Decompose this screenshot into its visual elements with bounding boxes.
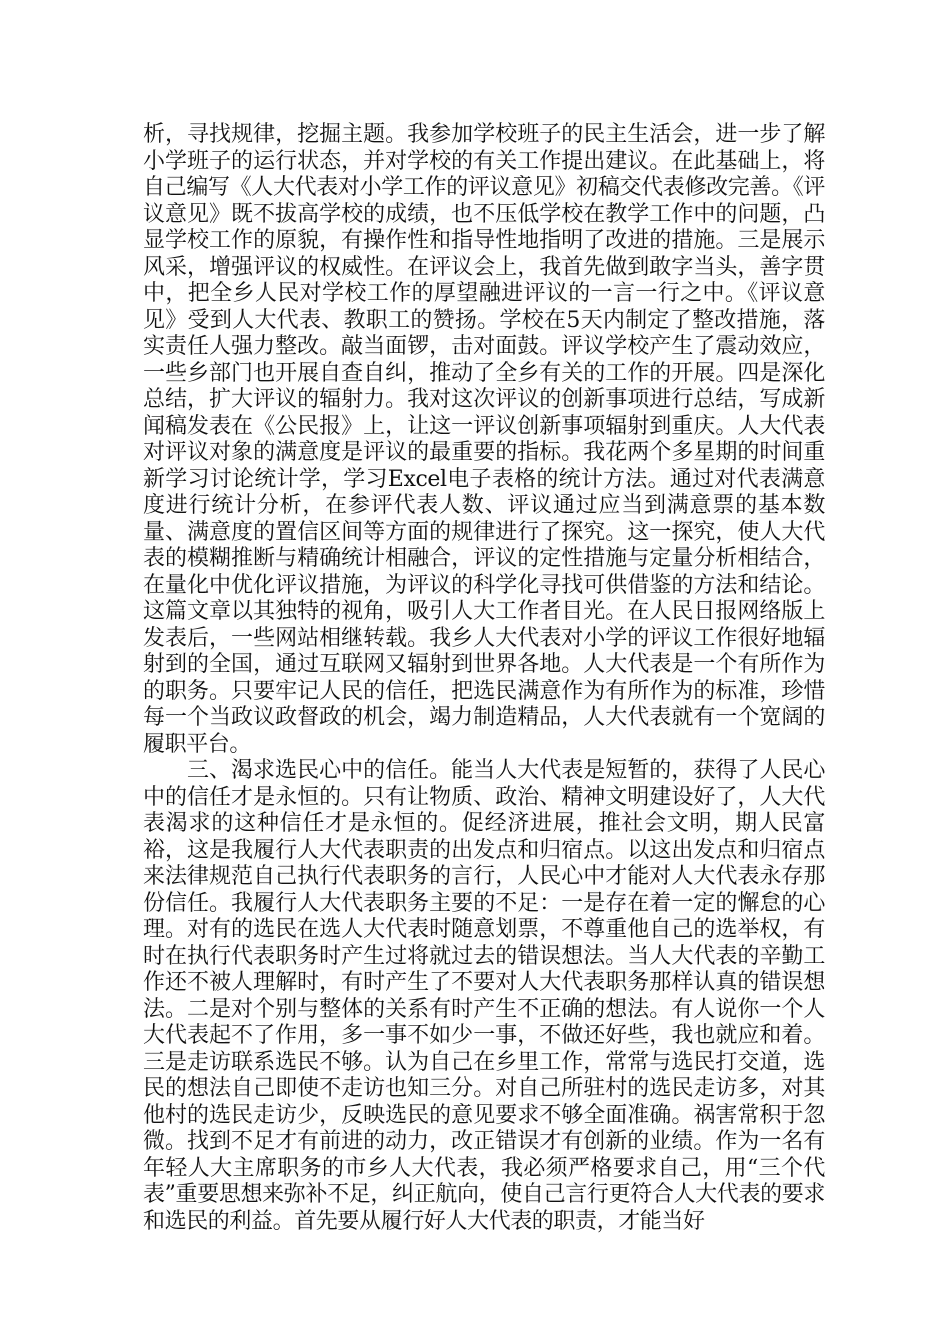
document-page (143, 122, 825, 1235)
body-paragraph-2: 三、渴求选民心中的信任。能当人大代表是短暂的，获得了人民心中的信任才是永恒的。只有让物质、政治、精神文明建设好了，人大代表渴求的这种信任才是永恒的。促经济进展，推社会文明，期人民富裕，这是我履行人大代表职责的出发点和归宿点。以这出发点和归宿点来法律规范自己执行代表职务的言行，人民心中才能对人大代表永存那份信任。我履行人大代表职务主要的不足：一是存在着一定的懈怠的心理。对有的选民在选人大代表时随意划票，不尊重他自己的选举权，有时在执行代表职务时产生过将就过去的错误想法。当人大代表的辛勤工作还不被人理解时，有时产生了不要对人大代表职务那样认真的错误想法。二是对个别与整体的关系有时产生不正确的想法。有人说你一个人大代表起不了作用，多一事不如少一事，不做还好些，我也就应和着。三是走访联系选民不够。认为自己在乡里工作，常常与选民打交道，选民的想法自己即使不走访也知三分。对自己所驻村的选民走访多，对其他村的选民走访少，反映选民的意见要求不够全面准确。祸害常积于忽微。找到不足才有前进的动力，改正错误才有创新的业绩。作为一名有年轻人大主席职务的市乡人大代表，我必须严格要求自己，用“三个代表”重要思想来弥补不足，纠正航向，使自己言行更符合人大代表的要求和选民的利益。首先要从履行好人大代表的职责，才能当好 (143, 758, 825, 1234)
body-paragraph-1: 析，寻找规律，挖掘主题。我参加学校班子的民主生活会，进一步了解小学班子的运行状态，并对学校的有关工作提出建议。在此基础上，将自己编写《人大代表对小学工作的评议意见》初稿交代表修改完善。《评议意见》既不拔高学校的成绩，也不压低学校在教学工作中的问题，凸显学校工作的原貌，有操作性和指导性地指明了改进的措施。三是展示风采，增强评议的权威性。在评议会上，我首先做到敢字当头，善字贯中，把全乡人民对学校工作的厚望融进评议的一言一行之中。《评议意见》受到人大代表、教职工的赞扬。学校在5天内制定了整改措施，落实责任人强力整改。敲当面锣，击对面鼓。评议学校产生了震动效应，一些乡部门也开展自查自纠，推动了全乡有关的工作的开展。四是深化总结，扩大评议的辐射力。我对这次评议的创新事项进行总结，写成新闻稿发表在《公民报》上，让这一评议创新事项辐射到重庆。人大代表对评议对象的满意度是评议的最重要的指标。我花两个多星期的时间重新学习讨论统计学，学习Excel电子表格的统计方法。通过对代表满意度进行统计分析，在参评代表人数、评议通过应当到满意票的基本数量、满意度的置信区间等方面的规律进行了探究。这一探究，使人大代表的模糊推断与精确统计相融合，评议的定性措施与定量分析相结合，在量化中优化评议措施，为评议的科学化寻找可供借鉴的方法和结论。这篇文章以其独特的视角，吸引人大工作者目光。在人民日报网络版上发表后，一些网站相继转载。我乡人大代表对小学的评议工作很好地辐射到的全国，通过互联网又辐射到世界各地。人大代表是一个有所作为的职务。只要牢记人民的信任，把选民满意作为有所作为的标准，珍惜每一个当政议政督政的机会，竭力制造精品，人大代表就有一个宽阔的履职平台。 (143, 122, 825, 757)
